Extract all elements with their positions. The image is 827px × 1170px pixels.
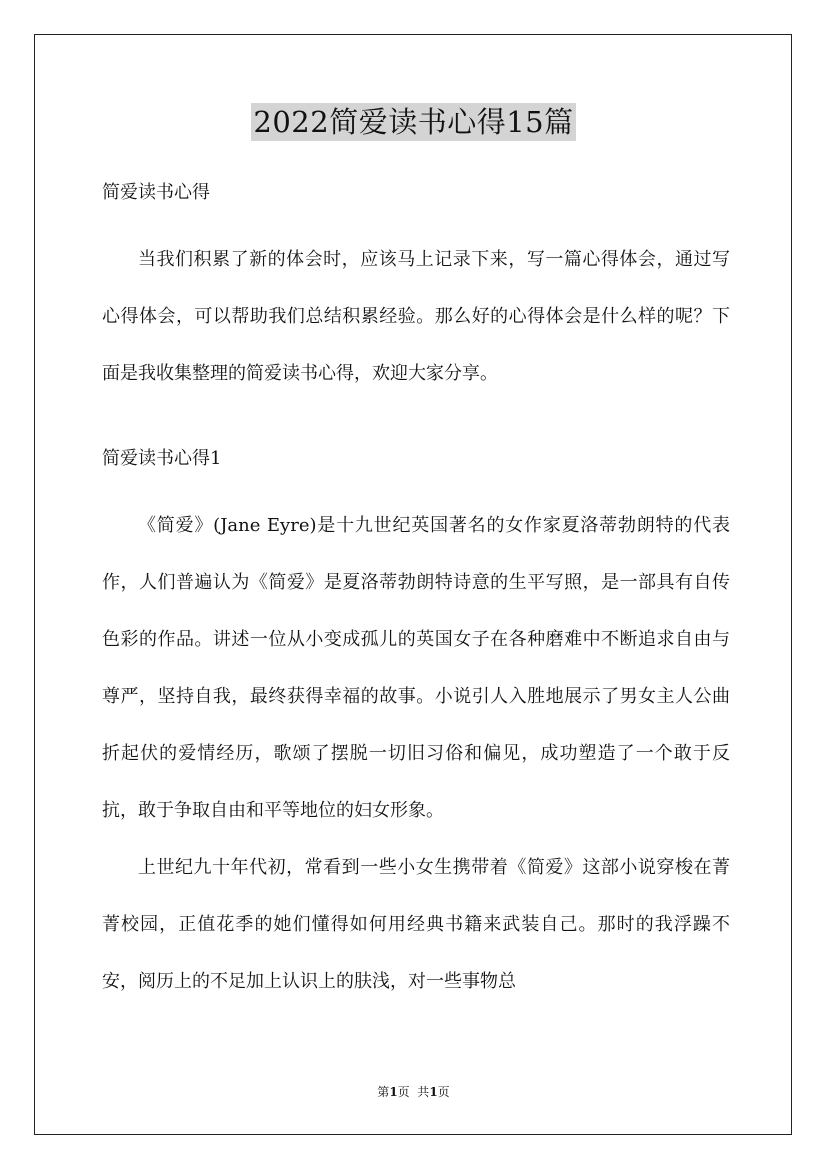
footer-prefix: 第 — [377, 1085, 390, 1099]
current-page-number: 1 — [389, 1085, 398, 1099]
footer-suffix: 页 — [437, 1085, 450, 1099]
section-heading: 简爱读书心得1 — [102, 448, 222, 469]
document-body — [102, 174, 730, 1010]
paragraph: 《简爱》(Jane Eyre)是十九世纪英国著名的女作家夏洛蒂勃朗特的代表作，人们普遍认为《简爱》是夏洛蒂勃朗特诗意的生平写照，是一部具有自传色彩的作品。讲述一位从小变成孤儿的英国女子在各种磨难中不断追求自由与尊严，坚持自我，最终获得幸福的故事。小说引人入胜地展示了男女主人公曲折起伏的爱情经历，歌颂了摆脱一切旧习俗和偏见，成功塑造了一个敢于反抗，敢于争取自由和平等地位的妇女形象。 — [102, 515, 730, 821]
document-title: 2022简爱读书心得15篇 — [253, 105, 574, 139]
title-wrap — [0, 103, 827, 141]
section-heading: 简爱读书心得 — [102, 182, 210, 203]
paragraph: 当我们积累了新的体会时，应该马上记录下来，写一篇心得体会，通过写心得体会，可以帮助我们总结积累经验。那么好的心得体会是什么样的呢？下面是我收集整理的简爱读书心得，欢迎大家分享。 — [102, 249, 730, 384]
paragraph: 上世纪九十年代初，常看到一些小女生携带着《简爱》这部小说穿梭在菁菁校园，正值花季的她们懂得如何用经典书籍来武装自己。那时的我浮躁不安，阅历上的不足加上认识上的肤浅，对一些事物总 — [102, 857, 730, 992]
footer-mid: 页 共 — [397, 1085, 430, 1099]
spacer — [102, 212, 730, 231]
spacer — [102, 478, 730, 497]
page-footer — [0, 1084, 827, 1100]
spacer — [102, 402, 730, 440]
total-page-number: 1 — [429, 1085, 438, 1099]
